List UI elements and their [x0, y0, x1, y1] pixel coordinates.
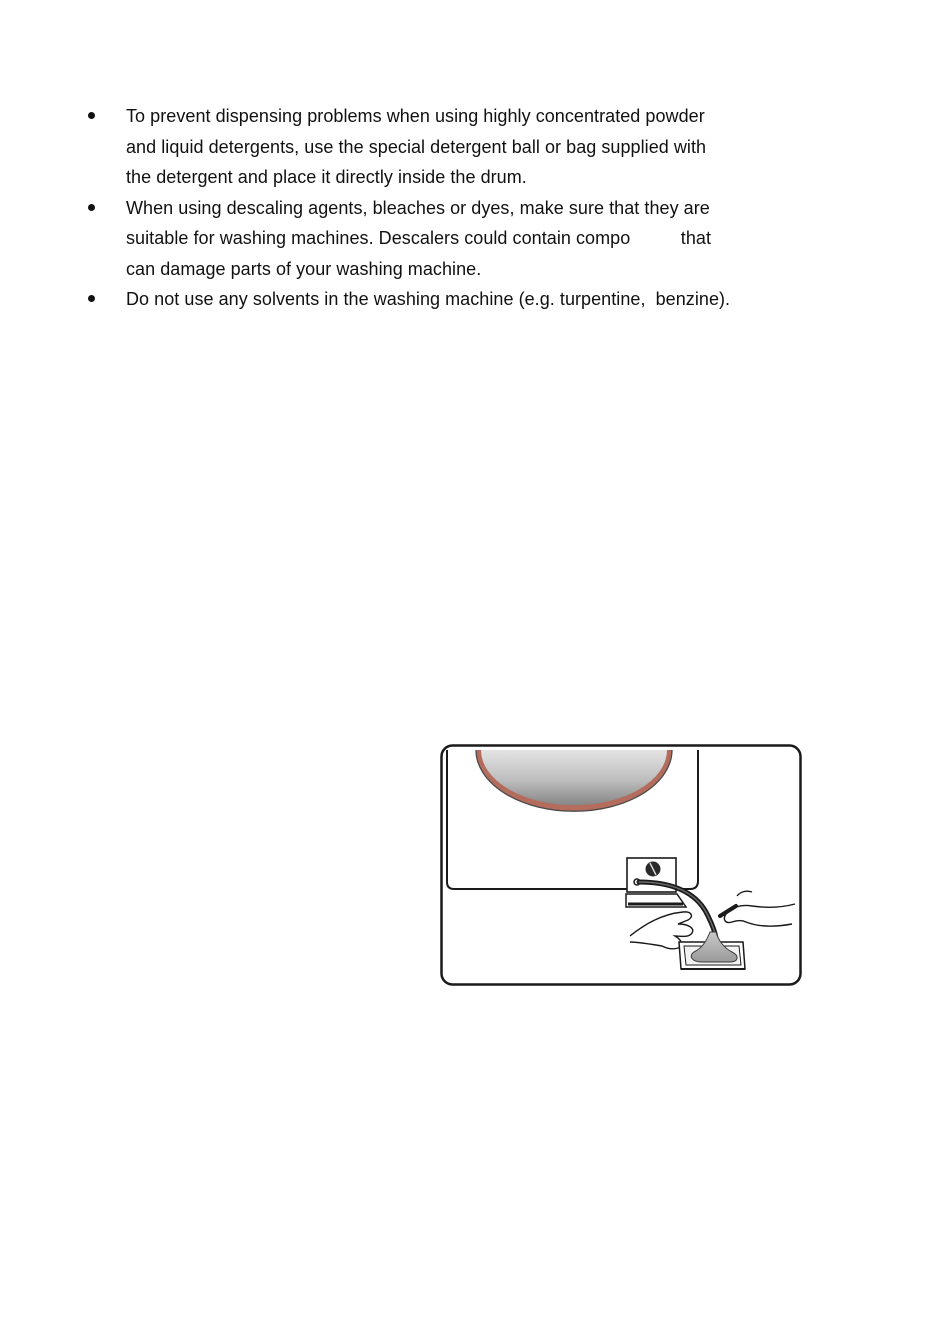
list-item — [86, 193, 846, 285]
bullet-icon — [88, 112, 95, 119]
list-item — [86, 101, 846, 193]
detergent-tips-list — [86, 101, 846, 315]
bullet-icon — [88, 204, 95, 211]
text-line: Do not use any solvents in the washing machine (e.g. turpentine, benzine). — [126, 289, 731, 309]
text-line: and liquid detergents, use the special detergent ball or bag supplied with — [126, 136, 707, 157]
text-line: To prevent dispensing problems when using highly concentrated powder — [126, 106, 705, 126]
bullet-icon — [88, 295, 95, 302]
text-line: can damage parts of your washing machine. — [126, 258, 482, 279]
text-line: the detergent and place it directly inside the drum. — [126, 167, 527, 187]
filter-drain-cleaning-illustration-icon — [440, 744, 802, 986]
list-item — [86, 284, 846, 315]
text-line: suitable for washing machines. Descalers could contain compo that — [126, 228, 711, 248]
text-line: When using descaling agents, bleaches or dyes, make sure that they are — [126, 197, 710, 218]
filter-drain-illustration — [440, 744, 802, 986]
